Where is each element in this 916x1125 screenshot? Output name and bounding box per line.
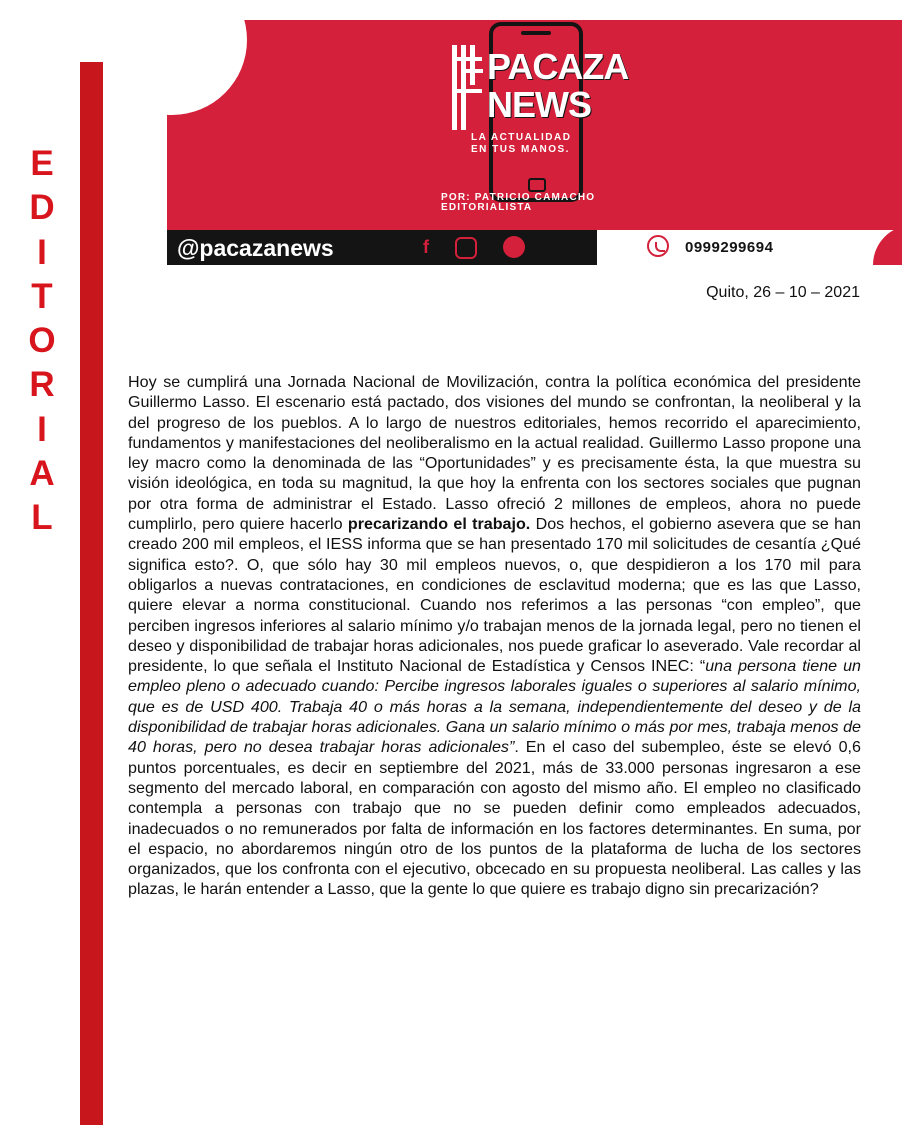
editorial-letter: R [29,365,55,405]
article-date: Quito, 26 – 10 – 2021 [706,284,860,301]
editorial-letter: L [31,498,53,538]
social-strip-dark [167,230,597,265]
editorial-letter: O [28,321,56,361]
editorial-letter: A [29,454,55,494]
bold-emphasis: precarizando el trabajo. [347,515,531,534]
decorative-circle [167,20,247,115]
brand-logo-icon [452,45,484,130]
editorial-letter: I [37,409,47,449]
editorial-letter: I [37,232,47,272]
inec-quote: una persona tiene un empleo pleno o adecuado cuando: Percibe ingresos laborales iguales o superiores al salario mínimo, que es de USD 400. Trabaja 40 o más horas a la semana, independientemente del deseo y de la disponibilidad de trabajar horas adicionales. Gana un salario mínimo o más por mes, trabaja menos de 40 horas, pero no desea trabajar horas adicionales” [128,657,861,757]
editorial-letter: T [31,276,53,316]
whatsapp-icon [647,235,669,257]
author-byline: POR: PATRICIO CAMACHO EDITORIALISTA [441,192,596,213]
social-strip [167,230,902,265]
article-body: Hoy se cumplirá una Jornada Nacional de Movilización, contra la política económica del presidente Guillermo Lasso. El escenario está pactado, dos visiones del mundo se confrontan, la neoliberal y la del progreso de los pueblos. A lo largo de nuestros editoriales, hemos recorrido el aparecimiento, fundamentos y manifestaciones del neoliberalismo en la actual realidad. Guillermo Lasso propone una ley macro como la denominada de las “Oportunidades” y es precisamente ésta, la que muestra su visión ideológica, en toda su magnitud, la que hoy la enfrenta con los sectores sociales que pugnan por otra forma de administrar el Estado. Lasso ofreció 2 millones de empleos, ahora no puede cumplirlo, pero quiere hacerlo precarizando el trabajo. Dos hechos, el gobierno asevera que se han creado 200 mil empleos, el IESS informa que se han presentado 170 mil solicitudes de cesantía ¿Qué significa esto?. O, que sólo hay 30 mil empleos nuevos, o, que despidieron a los 170 mil para obligarlos a nuevas contrataciones, en condiciones de esclavitud moderna; que es las que Lasso, quiere elevar a norma constitucional. Cuando nos referimos a las personas “con empleo”, que perciben ingresos inferiores al salario mínimo y/o trabajan menos de la jornada legal, pero no tienen el deseo y disponibilidad de trabajar horas adicionales, nos puede graficar lo aseverado. Vale recordar al presidente, lo que señala el Instituto Nacional de Estadística y Censos INEC: “una persona tiene un empleo pleno o adecuado cuando: Percibe ingresos laborales iguales o superiores al salario mínimo, que es de USD 400. Trabaja 40 o más horas a la semana, independientemente del deseo y de la disponibilidad de trabajar horas adicionales. Gana un salario mínimo o más por mes, trabaja menos de 40 horas, pero no desea trabajar horas adicionales”. En el caso del subempleo, éste se elevó 0,6 puntos porcentuales, es decir en septiembre del 2021, más de 33.000 personas ingresaron a ese segmento del mercado laboral, en comparación con agosto del mismo año. El empleo no clasificado contempla a personas con trabajo que no se pueden definir como empleados adecuados, inadecuados o no remunerados por falta de información en los factores determinantes. En suma, por el espacio, no abordaremos ningún otro de los puntos de la plataforma de lucha de los sectores organizados, que los confronta con el ejecutivo, obcecado en su propuesta neoliberal. Las calles y las plazas, le harán entender a Lasso, que la gente lo que quiere es trabajo digno sin precarización? [128,373,861,899]
header-banner [167,20,902,265]
brand-tagline: LA ACTUALIDAD EN TUS MANOS. [471,132,572,155]
brand-name: PACAZA NEWS [487,46,629,125]
contact-phone: 0999299694 [685,239,774,256]
instagram-icon[interactable] [455,237,477,259]
facebook-icon[interactable]: f [423,237,429,257]
editorial-letter: E [30,144,54,183]
twitter-icon[interactable] [503,236,525,258]
social-handle[interactable]: @pacazanews [177,235,334,261]
editorial-letter: D [29,188,55,228]
red-vertical-bar [80,62,103,1125]
editorial-vertical-label [22,142,62,541]
